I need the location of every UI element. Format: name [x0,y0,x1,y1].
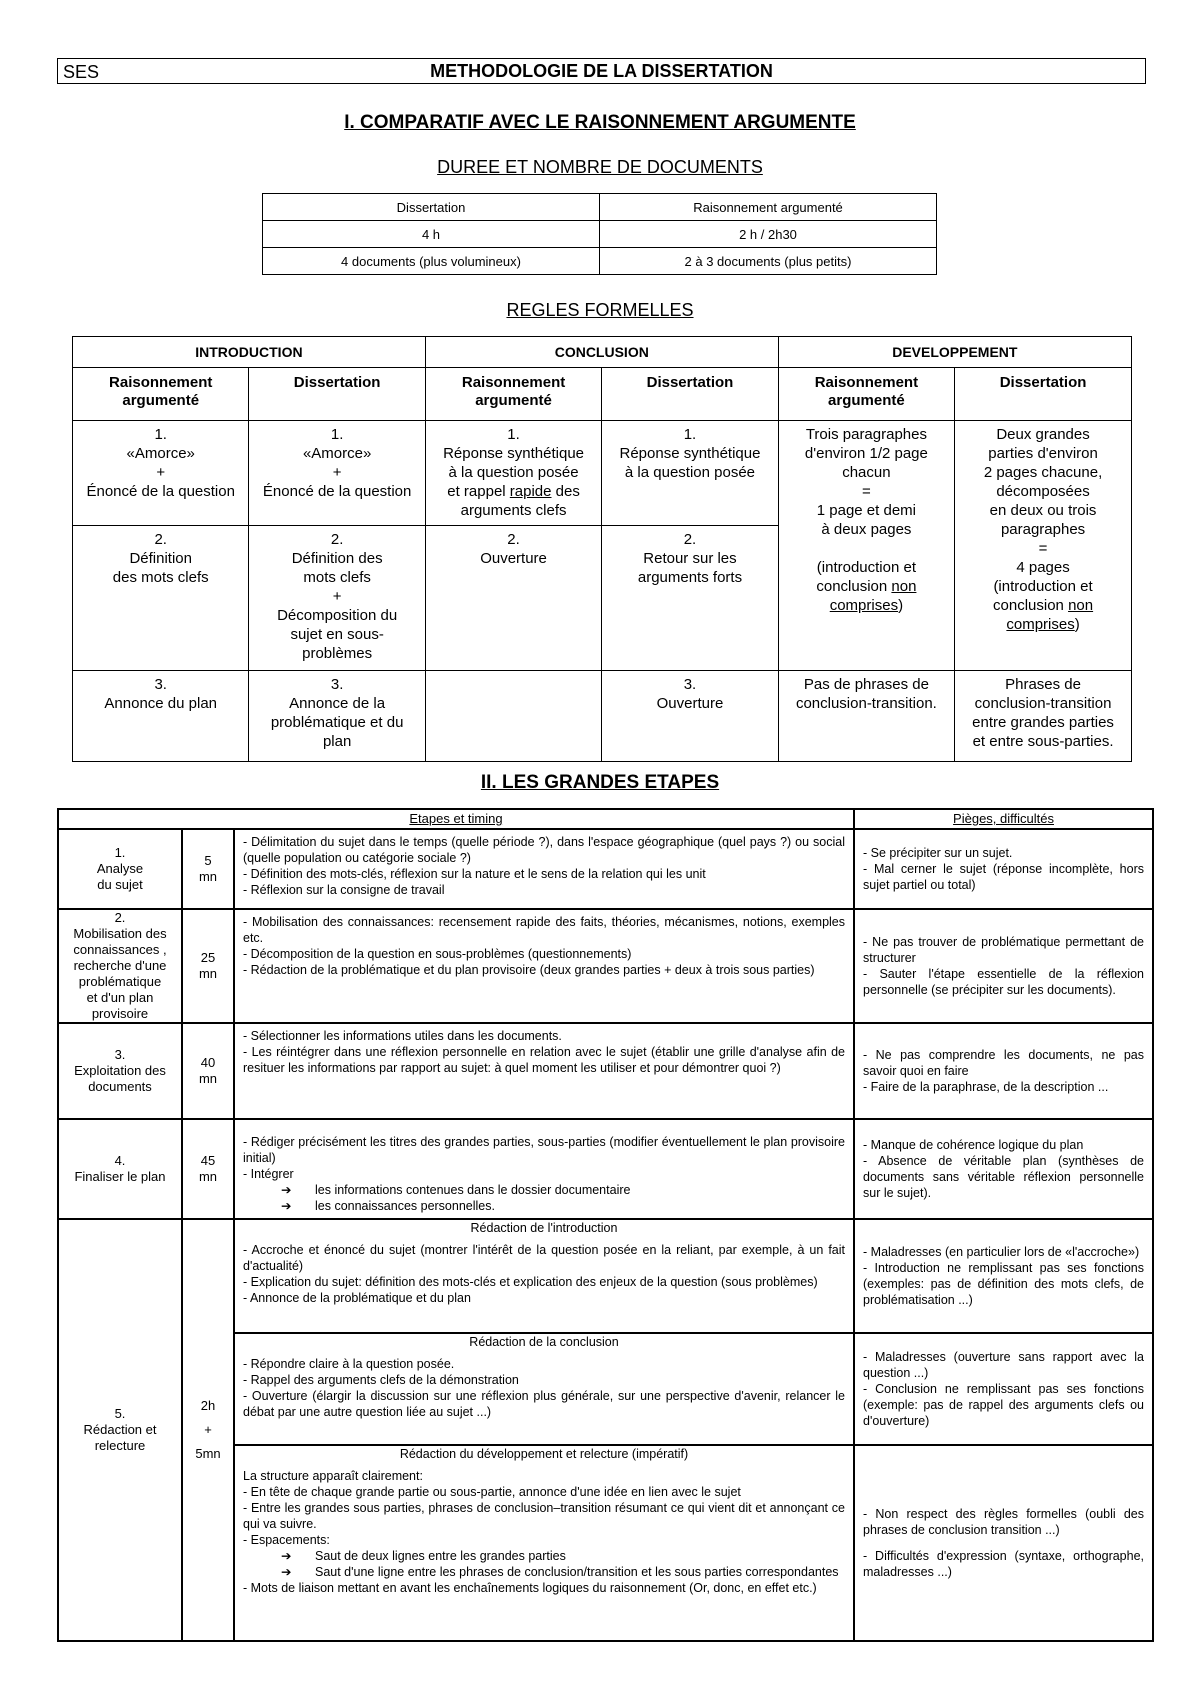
piege-line: - Maladresses (en particulier lors de «l'accroche») [863,1245,1140,1259]
step-content [234,1119,854,1219]
time-part: 5mn [195,1446,221,1461]
content-line: - Mots de liaison mettant en avant les enchaînements logiques du raisonnement (Or, donc, en effet etc.) [243,1581,817,1595]
step-label: 5. Rédaction et relecture [58,1219,182,1641]
step-time: 40 mn [182,1023,234,1119]
table-row [58,809,1153,829]
piege-line: - Absence de véritable plan (synthèses de documents sans véritable réflexion personnelle sur le sujet). [863,1154,1145,1200]
column-header: Etapes et timing [58,809,854,829]
content-line: - Rappel des arguments clefs de la démonstration [243,1373,519,1387]
content-line: - Intégrer [243,1167,294,1181]
header-box [57,58,1146,84]
table-row [58,1119,1153,1219]
table-row [73,368,1132,421]
arrow-text: les connaissances personnelles. [315,1199,495,1213]
piege-line: - Ne pas trouver de problématique permettant de structurer [863,935,1145,965]
step-label: 3. Exploitation des documents [58,1023,182,1119]
content-line: - Définition des mots-clés, réflexion sur la nature et le sens de la relation qui les unit [243,867,706,881]
table-cell: 4 documents (plus volumineux) [263,248,600,275]
piege-line: - Non respect des règles formelles (oubli des phrases de conclusion transition ...) [863,1507,1145,1537]
step-pieges [854,1119,1153,1219]
step-content [234,909,854,1023]
etapes-table [57,808,1154,1642]
content-line: - Explication du sujet: définition des mots-clés et explication des enjeux de la question (sous problèmes) [243,1275,818,1289]
table-cell: 1. «Amorce» + Énoncé de la question [249,421,425,526]
step-label: 2. Mobilisation des connaissances , recherche d'une problématique et d'un plan provisoire [58,909,182,1023]
table-cell [425,671,601,762]
underlined-text: non [891,578,917,595]
document-title: METHODOLOGIE DE LA DISSERTATION [430,61,773,81]
table-cell: 2 h / 2h30 [600,221,937,248]
content-line: La structure apparaît clairement: [243,1469,423,1483]
table-cell: Phrases de conclusion-transition entre grandes parties et entre sous-parties. [955,671,1132,762]
table-cell-dev-ra [778,421,954,671]
step-content [234,829,854,909]
section1-title: I. COMPARATIF AVEC LE RAISONNEMENT ARGUMENTE [344,112,856,133]
table-cell: 3. Annonce du plan [73,671,249,762]
sub-header: Raisonnement argumenté [425,368,601,421]
time-part: + [204,1422,212,1437]
table-row [58,1219,1153,1333]
table-cell: 2. Définition des mots clefs + Décomposition du sujet en sous- problèmes [249,526,425,671]
table-cell: 2. Définition des mots clefs [73,526,249,671]
content-line: - Sélectionner les informations utiles dans les documents. [243,1029,562,1043]
content-line: - Accroche et énoncé du sujet (montrer l'intérêt de la question posée en la reliant, par exemple, à un fait d'actualité) [243,1243,846,1273]
cell-text: des arguments clefs [460,483,580,519]
table-cell [425,421,601,526]
piege-line: - Mal cerner le sujet (réponse incomplète, hors sujet partiel ou total) [863,862,1145,892]
table-cell: 3. Annonce de la problématique et du plan [249,671,425,762]
piege-line: - Conclusion ne remplissant pas ses fonctions (exemple: pas de rappel des arguments clefs ou d'ouverture) [863,1382,1145,1428]
cell-text: ) [1074,616,1080,633]
content-line: - Délimitation du sujet dans le temps (quelle période ?), dans l'espace géographique (quel pays ?) ou social (quelle population ou catégorie sociale ?) [243,835,846,865]
table-cell: 2 à 3 documents (plus petits) [600,248,937,275]
step-pieges [854,909,1153,1023]
step-time: 45 mn [182,1119,234,1219]
step-pieges [854,1219,1153,1333]
table-cell: Pas de phrases de conclusion-transition. [778,671,954,762]
step-content-developpement [234,1445,854,1641]
arrow-text: Saut de deux lignes entre les grandes parties [315,1549,566,1563]
spacer [863,1538,1144,1548]
step-pieges [854,1023,1153,1119]
content-line: - Ouverture (élargir la discussion sur une réflexion plus générale, sur une perspective d'avenir, relancer le débat par une autre question liée au sujet ...) [243,1389,846,1419]
sub-header: Raisonnement argumenté [778,368,954,421]
step-time: 25 mn [182,909,234,1023]
arrow-item [243,1182,845,1198]
duree-title: DUREE ET NOMBRE DE DOCUMENTS [437,157,763,177]
table-cell: 3. Ouverture [602,671,778,762]
regles-table [72,336,1132,762]
step-content-intro [234,1219,854,1333]
table-cell: Raisonnement argumenté [600,194,937,221]
table-row [73,671,1132,762]
arrow-item [243,1198,845,1214]
arrow-item [243,1564,845,1580]
table-cell: 4 h [263,221,600,248]
sub-header: Raisonnement argumenté [73,368,249,421]
table-cell: 1. «Amorce» + Énoncé de la question [73,421,249,526]
content-line: - Mobilisation des connaissances: recensement rapide des faits, théories, mécanismes, notions, exemples etc. [243,915,846,945]
arrow-text: les informations contenues dans le dossier documentaire [315,1183,631,1197]
group-header-developpement: DEVELOPPEMENT [778,337,1131,368]
content-line: - Réflexion sur la consigne de travail [243,883,445,897]
piege-line: - Faire de la paraphrase, de la description ... [863,1080,1109,1094]
cell-text: Deux grandes parties d'environ 2 pages chacune, décomposées en deux ou trois paragraphes = 4 pages (introduction et conclusion [983,426,1103,614]
sub-header: Dissertation [249,368,425,421]
section2-title: II. LES GRANDES ETAPES [480,772,720,793]
table-row [73,337,1132,368]
duree-table [262,193,937,275]
subject-label: SES [63,62,100,82]
step-pieges [854,829,1153,909]
arrow-icon: ➔ [281,1183,292,1197]
content-line: - Espacements: [243,1533,330,1547]
content-line: - Annonce de la problématique et du plan [243,1291,471,1305]
step-label: 1. Analyse du sujet [58,829,182,909]
step-content-conclusion [234,1333,854,1445]
table-row [263,221,937,248]
time-part: 2h [200,1398,216,1413]
cell-text: Trois paragraphes d'environ 1/2 page chacun = 1 page et demi à deux pages (introduction et conclusion [804,426,928,595]
cell-text: 1. Réponse synthétique à la question posée et rappel [443,426,585,500]
content-line: - En tête de chaque grande partie ou sous-partie, annonce d'une idée en lien avec le sujet [243,1485,741,1499]
arrow-icon: ➔ [281,1549,292,1563]
content-line: - Les réintégrer dans une réflexion personnelle en relation avec le sujet (établir une grille d'analyse afin de resituer les informations par rapport au sujet: à quel moment les utiliser et pour démontrer quoi ?) [243,1045,846,1075]
underlined-text: rapide [509,483,552,500]
sub-header: Dissertation [955,368,1132,421]
subsection-title: Rédaction du développement et relecture (impératif) [399,1447,689,1461]
table-cell: 2. Ouverture [425,526,601,671]
arrow-icon: ➔ [281,1199,292,1213]
step-content [234,1023,854,1119]
step-time: 5 mn [182,829,234,909]
subsection-title: Rédaction de la conclusion [469,1335,619,1349]
piege-line: - Difficultés d'expression (syntaxe, orthographe, maladresses ...) [863,1549,1145,1579]
underlined-text: comprises [1006,616,1075,633]
piege-line: - Sauter l'étape essentielle de la réflexion personnelle (se précipiter sur les documents). [863,967,1145,997]
arrow-item [243,1548,845,1564]
column-header: Pièges, difficultés [854,809,1153,829]
arrow-icon: ➔ [281,1565,292,1579]
content-line: - Rédiger précisément les titres des grandes parties, sous-parties (modifier éventuellement le plan provisoire initial) [243,1135,846,1165]
group-header-conclusion: CONCLUSION [425,337,778,368]
table-cell: 1. Réponse synthétique à la question posée [602,421,778,526]
arrow-text: Saut d'une ligne entre les phrases de conclusion/transition et les sous parties correspondantes [315,1565,839,1579]
piege-line: - Se précipiter sur un sujet. [863,846,1013,860]
table-cell-dev-diss [955,421,1132,671]
sub-header: Dissertation [602,368,778,421]
piege-line: - Manque de cohérence logique du plan [863,1138,1084,1152]
table-row [73,421,1132,526]
content-line: - Répondre claire à la question posée. [243,1357,455,1371]
piege-line: - Maladresses (ouverture sans rapport avec la question ...) [863,1350,1145,1380]
regles-title: REGLES FORMELLES [506,300,694,320]
underlined-text: non [1068,597,1094,614]
table-row [263,194,937,221]
table-cell: Dissertation [263,194,600,221]
underlined-text: comprises [829,597,899,614]
table-row [58,1023,1153,1119]
piege-line: - Introduction ne remplissant pas ses fonctions (exemples: pas de définition des mots clefs, de problématisation ...) [863,1261,1145,1307]
content-line: - Décomposition de la question en sous-problèmes (questionnements) [243,947,632,961]
step-pieges [854,1445,1153,1641]
step-pieges [854,1333,1153,1445]
piege-line: - Ne pas comprendre les documents, ne pas savoir quoi en faire [863,1048,1145,1078]
step-label: 4. Finaliser le plan [58,1119,182,1219]
table-row [58,909,1153,1023]
content-line: - Entre les grandes sous parties, phrases de conclusion–transition résumant ce qui vient dit et annonçant ce qui va suivre. [243,1501,846,1531]
group-header-introduction: INTRODUCTION [73,337,426,368]
table-row [263,248,937,275]
content-line: - Rédaction de la problématique et du plan provisoire (deux grandes parties + deux à trois sous parties) [243,963,815,977]
subsection-title: Rédaction de l'introduction [470,1221,618,1235]
table-row [58,829,1153,909]
table-cell: 2. Retour sur les arguments forts [602,526,778,671]
cell-text: ) [898,597,904,614]
step-time [182,1219,234,1641]
